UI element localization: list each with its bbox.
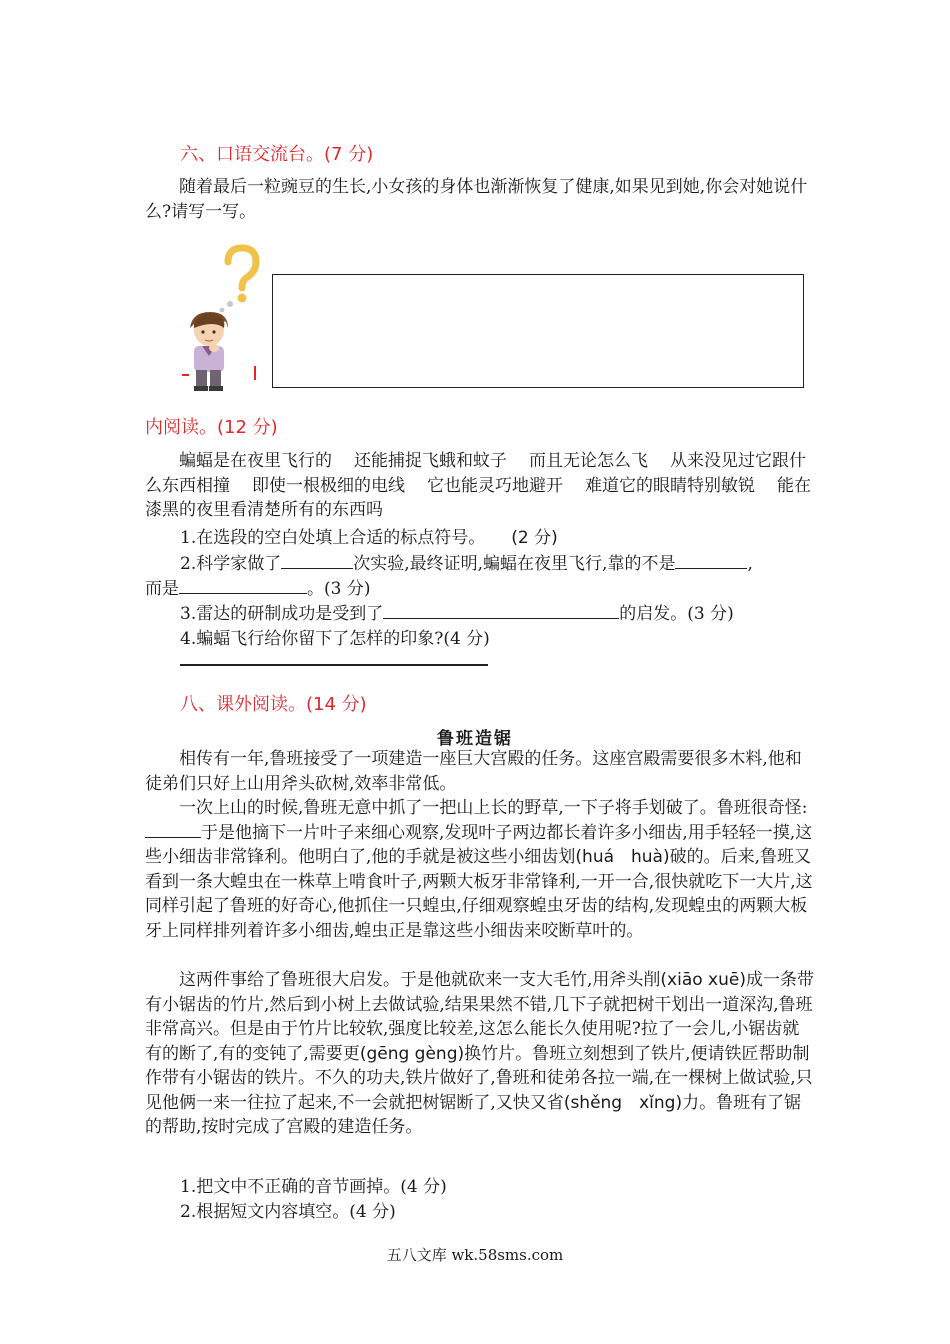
section6-paragraph: 随着最后一粒豌豆的生长,小女孩的身体也渐渐恢复了健康,如果见到她,你会对她说什么?请写一写。 xyxy=(145,177,808,222)
q2-blank-but[interactable] xyxy=(179,577,307,594)
article-paragraph-2: 一次上山的时候,鲁班无意中抓了一把山上长的野草,一下子将手划破了。鲁班很奇怪:于是他摘下一片叶子来细心观察,发现叶子两边都长着许多小细齿,用手轻轻一摸,这些小细齿非常锋利。他明白了,他的手就是被这些小细齿划(huá huà)破的。后来,鲁班又看到一条大蝗虫在一株草上啃食叶子,两颗大板牙非常锋利,一开一合,很快就吃下一大片,这同样引起了鲁班的好奇心,他抓住一只蝗虫,仔细观察蝗虫牙齿的结构,发现蝗虫的两颗大板牙上同样排列着许多小细齿,蝗虫正是靠这些小细齿来咬断草叶的。 xyxy=(145,798,813,941)
question-mark-icon xyxy=(214,248,256,317)
q4-answer-line[interactable] xyxy=(180,664,488,666)
section8-q1: 1.把文中不正确的音节画掉。(4 分) xyxy=(180,1177,447,1197)
q2-blank-count[interactable] xyxy=(281,552,353,569)
q2-blank-not[interactable] xyxy=(675,552,747,569)
thinking-boy-illustration xyxy=(180,240,270,392)
section7-q4: 4.蝙蝠飞行给你留下了怎样的印象?(4 分) xyxy=(180,629,490,649)
q3-blank[interactable] xyxy=(383,602,619,619)
red-mark xyxy=(254,366,256,380)
section7-q2-cont: 而是 。(3 分) xyxy=(145,579,371,599)
section7-q3: 3.雷达的研制成功是受到了 的启发。(3 分) xyxy=(180,604,734,624)
section7-heading: 内阅读。(12 分) xyxy=(145,417,278,438)
article-blank[interactable] xyxy=(145,821,201,838)
section6-heading: 六、口语交流台。(7 分) xyxy=(180,144,374,165)
section7-q2: 2.科学家做了 次实验,最终证明,蝙蝠在夜里飞行,靠的不是 , xyxy=(180,554,753,574)
article-title: 鲁班造锯 xyxy=(437,729,513,749)
red-dash xyxy=(182,374,189,376)
article-paragraph-1: 相传有一年,鲁班接受了一项建造一座巨大宫殿的任务。这座宫殿需要很多木料,他和徒弟们只好上山用斧头砍树,效率非常低。 xyxy=(145,749,802,794)
footer-watermark: 五八文库 wk.58sms.com xyxy=(386,1246,564,1264)
section8-heading: 八、课外阅读。(14 分) xyxy=(180,694,367,715)
section8-q2: 2.根据短文内容填空。(4 分) xyxy=(180,1202,396,1222)
article-paragraph-3: 这两件事给了鲁班很大启发。于是他就砍来一支大毛竹,用斧头削(xiāo xuē)成一条带有小锯齿的竹片,然后到小树上去做试验,结果果然不错,几下子就把树干划出一道深沟,鲁班非常高兴。但是由于竹片比较软,强度比较差,这怎么能长久使用呢?拉了一会儿,小锯齿就有的断了,有的变钝了,需要更(gēng gèng)换竹片。鲁班立刻想到了铁片,便请铁匠帮助制作带有小锯齿的铁片。不久的功夫,铁片做好了,鲁班和徒弟各拉一端,在一棵树上做试验,只见他俩一来一往拉了起来,不一会就把树锯断了,又快又省(shěng xǐng)力。鲁班有了锯的帮助,按时完成了宫殿的建造任务。 xyxy=(145,970,814,1137)
section7-q1: 1.在选段的空白处填上合适的标点符号。 (2 分) xyxy=(180,528,558,548)
answer-box[interactable] xyxy=(272,274,804,388)
bat-passage: 蝙蝠是在夜里飞行的 还能捕捉飞蛾和蚊子 而且无论怎么飞 从来没见过它跟什么东西相撞 即使一根极细的电线 它也能灵巧地避开 难道它的眼睛特别敏锐 能在漆黑的夜里看清楚所有的东西吗 xyxy=(145,451,811,520)
